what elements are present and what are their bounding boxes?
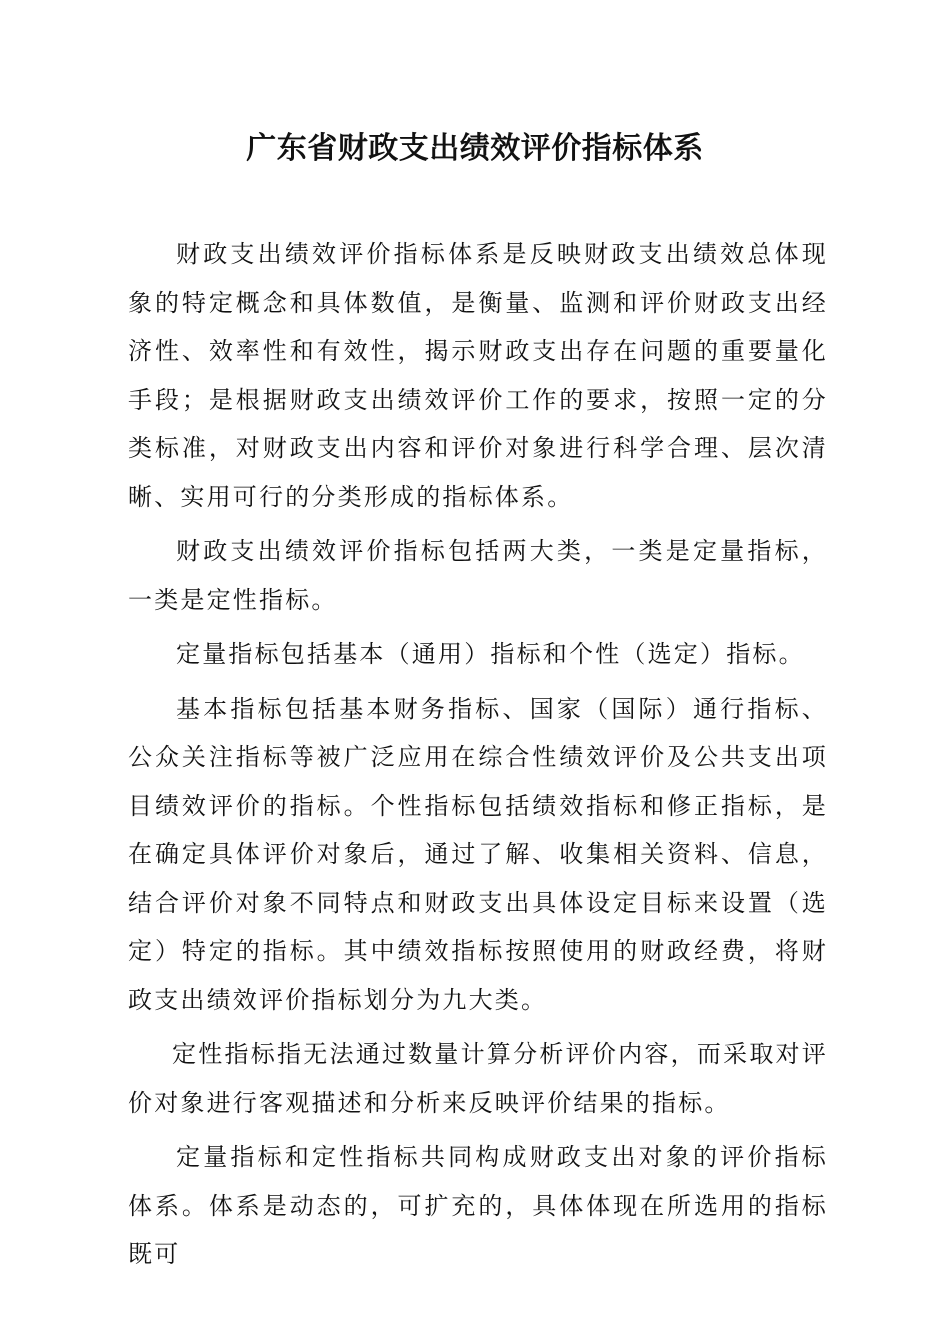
paragraph-definition: 财政支出绩效评价指标体系是反映财政支出绩效总体现象的特定概念和具体数值，是衡量、监测和评价财政支出经济性、效率性和有效性，揭示财政支出存在问题的重要量化手段；是根据财政支出绩效评价工作的要求，按照一定的分类标准，对财政支出内容和评价对象进行科学合理、层次清晰、实用可行的分类形成的指标体系。 bbox=[128, 240, 828, 511]
paragraph-quantitative-indicators: 定量指标包括基本（通用）指标和个性（选定）指标。 bbox=[176, 640, 805, 668]
paragraph-indicator-system: 定量指标和定性指标共同构成财政支出对象的评价指标体系。体系是动态的，可扩充的，具体体现在所选用的指标既可 bbox=[128, 1143, 828, 1268]
paragraph-two-categories: 财政支出绩效评价指标包括两大类，一类是定量指标，一类是定性指标。 bbox=[128, 537, 828, 614]
document-title: 广东省财政支出绩效评价指标体系 bbox=[246, 131, 704, 166]
paragraph-basic-indicators: 基本指标包括基本财务指标、国家（国际）通行指标、公众关注指标等被广泛应用在综合性绩效评价及公共支出项目绩效评价的指标。个性指标包括绩效指标和修正指标，是在确定具体评价对象后，通过了解、收集相关资料、信息，结合评价对象不同特点和财政支出具体设定目标来设置（选定）特定的指标。其中绩效指标按照使用的财政经费，将财政支出绩效评价指标划分为九大类。 bbox=[128, 694, 828, 1014]
document-body bbox=[128, 230, 828, 1279]
paragraph-qualitative-indicators: 定性指标指无法通过数量计算分析评价内容，而采取对评价对象进行客观描述和分析来反映评价结果的指标。 bbox=[128, 1040, 828, 1117]
